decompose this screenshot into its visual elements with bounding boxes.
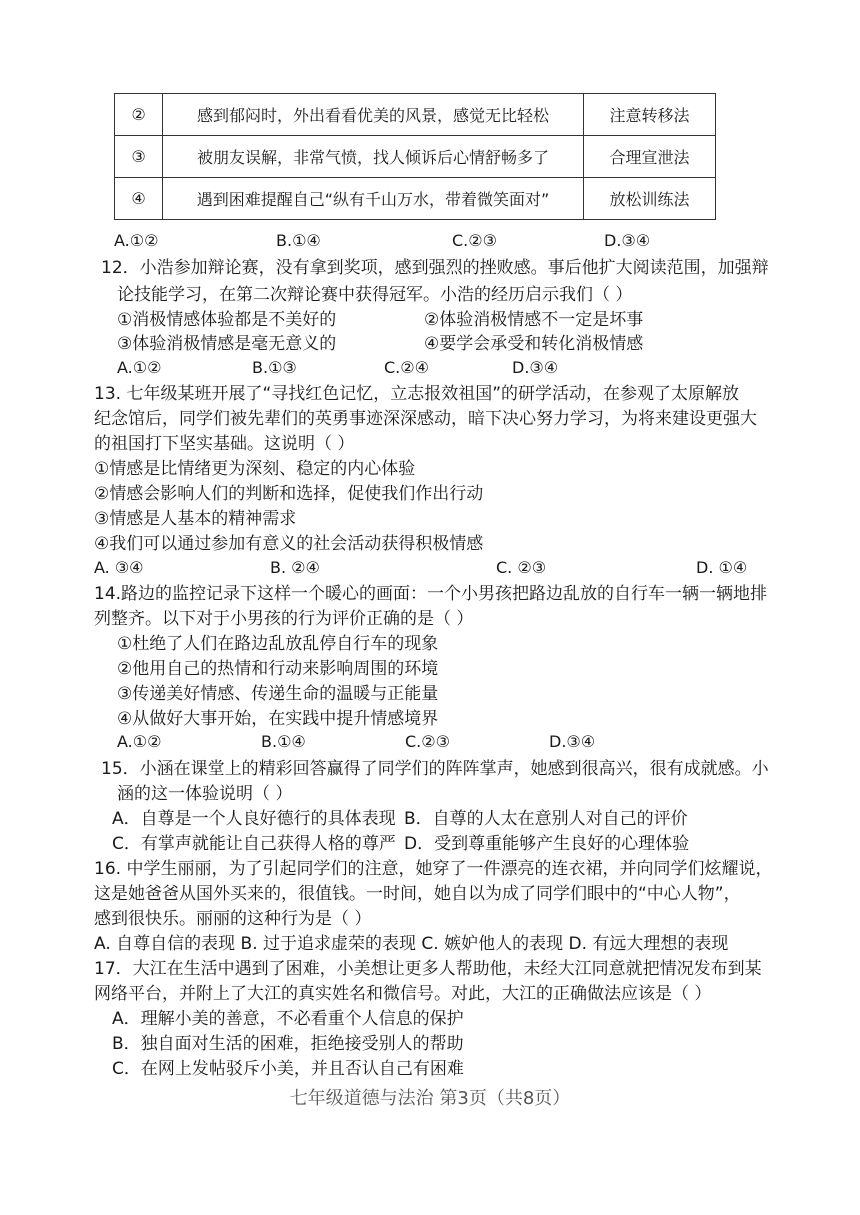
row-number: ④ [115, 178, 163, 220]
q12-statement-3: ③体验消极情感是毫无意义的 [117, 334, 337, 354]
q13-statement-1: ①情感是比情绪更为深刻、稳定的内心体验 [94, 459, 416, 479]
q13-option-d: D. ①④ [696, 558, 748, 577]
q14-option-d: D.③④ [549, 732, 596, 751]
q11-option-a: A.①② [114, 231, 159, 250]
q16-options: A. 自尊自信的表现 B. 过于追求虚荣的表现 C. 嫉妒他人的表现 D. 有远大理想的表现 [94, 934, 729, 954]
q12-statement-2: ②体验消极情感不一定是坏事 [424, 310, 644, 330]
methods-table [114, 93, 716, 220]
q12-statement-4: ④要学会承受和转化消极情感 [424, 334, 644, 354]
q15-stem-line2: 涵的这一体验说明（ ） [117, 784, 293, 804]
q11-option-d: D.③④ [604, 231, 651, 250]
table-row [115, 94, 716, 136]
q16-stem-line2: 这是她爸爸从国外买来的，很值钱。一时间，她自以为成了同学们眼中的“中心人物”， [94, 884, 741, 904]
q14-stem-line1: 14.路边的监控记录下这样一个暖心的画面：一个小男孩把路边乱放的自行车一辆一辆地排 [94, 584, 768, 604]
row-text: 被朋友误解，非常气愤，找人倾诉后心情舒畅多了 [163, 136, 584, 178]
q12-option-b: B.①③ [252, 358, 297, 377]
q12-option-c: C.②④ [384, 358, 429, 377]
q12-stem-line1: 12．小浩参加辩论赛，没有拿到奖项，感到强烈的挫败感。事后他扩大阅读范围，加强辩 [101, 258, 769, 278]
row-method: 合理宣泄法 [584, 136, 716, 178]
q16-stem-line1: 16. 中学生丽丽，为了引起同学们的注意，她穿了一件漂亮的连衣裙，并向同学们炫耀说， [94, 859, 773, 879]
row-number: ③ [115, 136, 163, 178]
q13-statement-2: ②情感会影响人们的判断和选择，促使我们作出行动 [94, 484, 484, 504]
q17-stem-line2: 网络平台，并附上了大江的真实姓名和微信号。对此，大江的正确做法应该是（ ） [94, 984, 712, 1004]
q12-statement-1: ①消极情感体验都是不美好的 [117, 310, 337, 330]
row-text: 感到郁闷时，外出看看优美的风景，感觉无比轻松 [163, 94, 584, 136]
q17-option-b: B．独自面对生活的困难，拒绝接受别人的帮助 [112, 1034, 464, 1054]
q17-option-c: C．在网上发帖驳斥小美，并且否认自己有困难 [112, 1059, 464, 1079]
table-row [115, 136, 716, 178]
q12-option-a: A.①② [117, 358, 162, 377]
q13-stem-line3: 的祖国打下坚实基础。这说明（ ） [94, 434, 355, 454]
q15-stem-line1: 15．小涵在课堂上的精彩回答赢得了同学们的阵阵掌声，她感到很高兴，很有成就感。小 [101, 759, 769, 779]
q15-option-c: C．有掌声就能让自己获得人格的尊严 [112, 834, 396, 854]
q14-option-b: B.①④ [261, 732, 306, 751]
q13-option-b: B. ②④ [270, 558, 320, 577]
q11-option-b: B.①④ [276, 231, 321, 250]
q17-stem-line1: 17．大江在生活中遇到了困难，小美想让更多人帮助他，未经大江同意就把情况发布到某 [94, 959, 762, 979]
q13-stem-line1: 13. 七年级某班开展了“寻找红色记忆，立志报效祖国”的研学活动，在参观了太原解放 [94, 384, 740, 404]
q15-option-b: B．自尊的人太在意别人对自己的评价 [404, 809, 688, 829]
q14-statement-2: ②他用自己的热情和行动来影响周围的环境 [117, 659, 439, 679]
q14-option-a: A.①② [117, 732, 162, 751]
q13-statement-3: ③情感是人基本的精神需求 [94, 509, 297, 529]
q14-statement-1: ①杜绝了人们在路边乱放乱停自行车的现象 [117, 634, 439, 654]
q13-option-c: C. ②③ [496, 558, 547, 577]
q13-option-a: A. ③④ [94, 558, 144, 577]
q12-option-d: D.③④ [512, 358, 559, 377]
q14-statement-3: ③传递美好情感、传递生命的温暖与正能量 [117, 684, 439, 704]
q13-stem-line2: 纪念馆后，同学们被先辈们的英勇事迹深深感动，暗下决心努力学习，为将来建设更强大 [94, 409, 757, 429]
row-method: 注意转移法 [584, 94, 716, 136]
q15-option-a: A．自尊是一个人良好德行的具体表现 [112, 809, 396, 829]
q15-option-d: D．受到尊重能够产生良好的心理体验 [404, 834, 690, 854]
q12-stem-line2: 论技能学习，在第二次辩论赛中获得冠军。小浩的经历启示我们（ ） [117, 285, 633, 305]
q17-option-a: A．理解小美的善意，不必看重个人信息的保护 [112, 1009, 464, 1029]
q13-statement-4: ④我们可以通过参加有意义的社会活动获得积极情感 [94, 534, 484, 554]
q14-statement-4: ④从做好大事开始，在实践中提升情感境界 [117, 709, 439, 729]
q16-stem-line3: 感到很快乐。丽丽的这种行为是（ ） [94, 909, 372, 929]
q11-option-c: C.②③ [452, 231, 497, 250]
row-number: ② [115, 94, 163, 136]
page-footer: 七年级道德与法治 第3页（共8页） [289, 1088, 571, 1109]
q14-option-c: C.②③ [405, 732, 450, 751]
row-method: 放松训练法 [584, 178, 716, 220]
row-text: 遇到困难提醒自己“纵有千山万水，带着微笑面对” [163, 178, 584, 220]
q14-stem-line2: 列整齐。以下对于小男孩的行为评价正确的是（ ） [94, 609, 474, 629]
table-row [115, 178, 716, 220]
